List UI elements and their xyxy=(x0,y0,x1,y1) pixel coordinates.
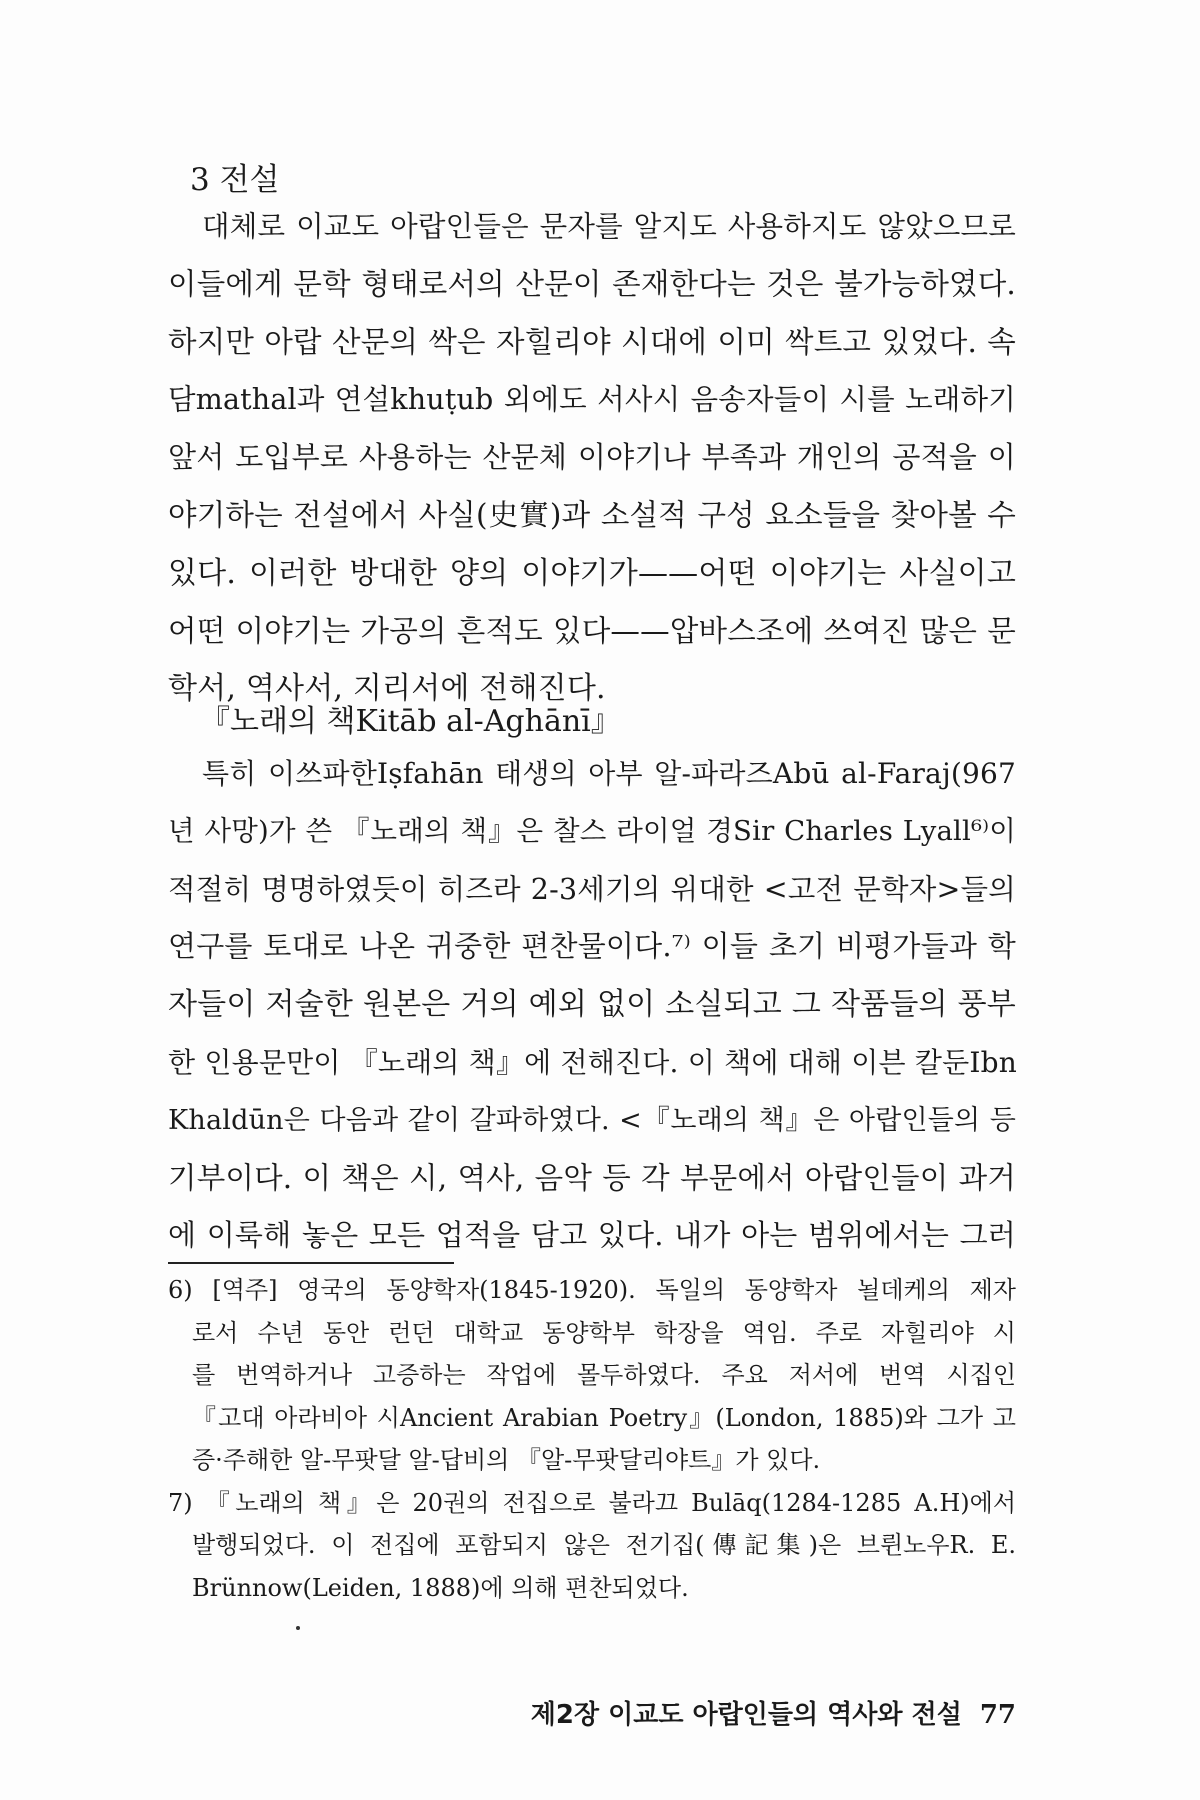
footnote-line: 6) [역주] 영국의 동양학자(1845-1920). 독일의 동양학자 뇔데케의 제자 xyxy=(168,1276,1016,1304)
text-line: 있다. 이러한 방대한 양의 이야기가——어떤 이야기는 사실이고 xyxy=(168,555,1016,591)
text-line: 하지만 아랍 산문의 싹은 자힐리야 시대에 이미 싹트고 있었다. 속 xyxy=(168,324,1016,359)
running-footer xyxy=(531,1698,1016,1732)
page-number: 77 xyxy=(979,1700,1016,1730)
text-line: 담mathal과 연설khuṭub 외에도 서사시 음송자들이 시를 노래하기 xyxy=(168,383,1016,417)
footnote-line: 로서 수년 동안 런던 대학교 동양학부 학장을 역임. 주로 자힐리야 시 xyxy=(192,1318,1016,1347)
text-line: 년 사망)가 쓴 『노래의 책』은 찰스 라이얼 경Sir Charles Lyall⁶⁾이 xyxy=(168,814,1016,847)
paragraph-book-of-songs xyxy=(168,745,1016,1265)
text-line: 야기하는 전설에서 사실(史實)과 소설적 구성 요소들을 찾아볼 수 xyxy=(168,497,1016,532)
text-line: 자들이 저술한 원본은 거의 예외 없이 소실되고 그 작품들의 풍부 xyxy=(168,987,1016,1023)
text-line: 어떤 이야기는 가공의 흔적도 있다——압바스조에 쓰여진 많은 문 xyxy=(168,613,1016,648)
text-line: Khaldūn은 다음과 같이 갈파하였다. <『노래의 책』은 아랍인들의 등 xyxy=(168,1104,1016,1136)
footnote-divider xyxy=(168,1262,454,1264)
footnote-line: 발행되었다. 이 전집에 포함되지 않은 전기집(傳記集)은 브륀노우R. E. xyxy=(192,1531,1016,1559)
text-line: 연구를 토대로 나온 귀중한 편찬물이다.⁷⁾ 이들 초기 비평가들과 학 xyxy=(168,929,1016,964)
footnote-line: 『고대 아라비아 시Ancient Arabian Poetry』(London, 1885)와 그가 고 xyxy=(192,1403,1016,1432)
text-line: 이들에게 문학 형태로서의 산문이 존재한다는 것은 불가능하였다. xyxy=(168,266,1016,301)
text-line: 학서, 역사서, 지리서에 전해진다. xyxy=(168,671,606,707)
footnote-line: 를 번역하거나 고증하는 작업에 몰두하였다. 주요 저서에 번역 시집인 xyxy=(192,1361,1016,1389)
text-line: 특히 이쓰파한Iṣfahān 태생의 아부 알-파라즈Abū al-Faraj(967 xyxy=(202,757,1016,790)
footnote-line: 증·주해한 알-무팟달 알-답비의 『알-무팟달리야트』가 있다. xyxy=(192,1446,821,1474)
subsection-heading: 『노래의 책Kitāb al-Aghānī』 xyxy=(200,704,621,739)
chapter-title: 제2장 이교도 아랍인들의 역사와 전설 xyxy=(530,1700,962,1730)
section-heading: 3 전설 xyxy=(190,162,280,198)
text-line: 앞서 도입부로 사용하는 산문체 이야기나 부족과 개인의 공적을 이 xyxy=(168,440,1016,475)
text-line: 대체로 이교도 아랍인들은 문자를 알지도 사용하지도 않았으므로 xyxy=(202,210,1016,243)
paragraph-legends xyxy=(168,198,1016,718)
text-line: 에 이룩해 놓은 모든 업적을 담고 있다. 내가 아는 범위에서는 그러 xyxy=(168,1218,1016,1253)
text-line: 기부이다. 이 책은 시, 역사, 음악 등 각 부문에서 아랍인들이 과거 xyxy=(168,1160,1016,1195)
footnote-line: Brünnow(Leiden, 1888)에 의해 편찬되었다. xyxy=(192,1573,689,1602)
scan-speck xyxy=(296,1626,300,1630)
footnote-line: 7) 『노래의 책』은 20권의 전집으로 불라끄 Bulāq(1284-1285 A.H)에서 xyxy=(168,1488,1016,1517)
text-line: 적절히 명명하였듯이 히즈라 2-3세기의 위대한 <고전 문학자>들의 xyxy=(168,872,1016,906)
footnotes xyxy=(168,1269,1016,1609)
text-line: 한 인용문만이 『노래의 책』에 전해진다. 이 책에 대해 이븐 칼둔Ibn xyxy=(168,1045,1017,1079)
